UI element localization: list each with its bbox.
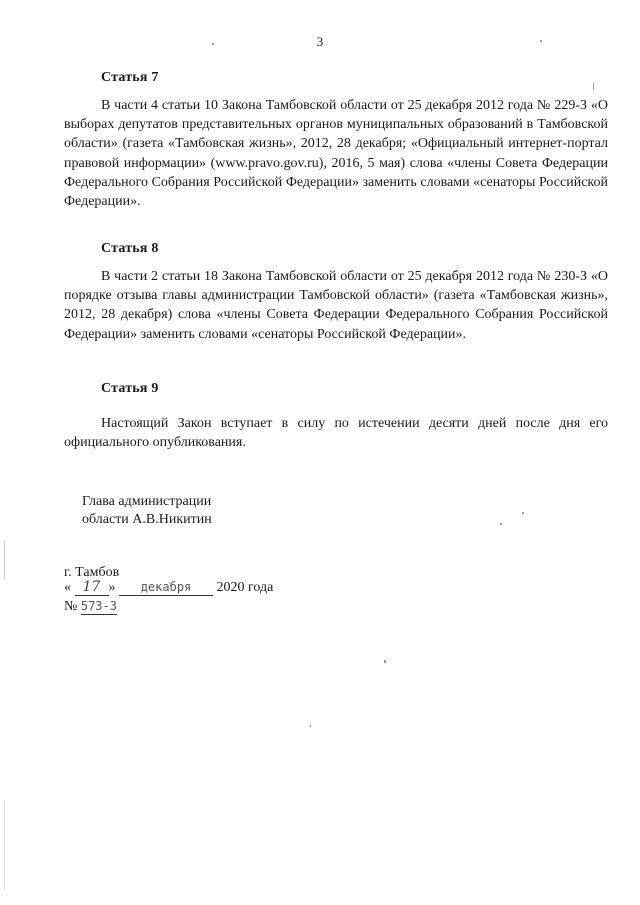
article-9-text: Настоящий Закон вступает в силу по истечении десяти дней после дня его официального опубликования. xyxy=(64,416,608,451)
scan-edge-mark xyxy=(4,540,5,580)
article-7-text: В части 4 статьи 10 Закона Тамбовской области от 25 декабря 2012 года № 229-З «О выборах депутатов представительных органов муниципальных образований в Тамбовской области» (газета «Тамбовская жизнь», 2012, 28 декабря; «Официальный интернет-портал правовой информации» (www.pravo.gov.ru), 2016, 5 мая) слова «члены Совета Федерации Федерального Собрания Российской Федерации» заменить словами «сенаторы Российской Федерации». xyxy=(64,98,608,210)
law-number-field xyxy=(81,599,117,615)
signing-date xyxy=(64,580,273,596)
signature-name: области А.В.Никитин xyxy=(82,512,212,527)
signature-block xyxy=(82,493,212,529)
scan-speck xyxy=(500,523,502,525)
law-number-value: 573-З xyxy=(80,599,117,613)
date-month: декабря xyxy=(140,580,192,594)
law-number xyxy=(64,599,117,615)
article-9-title: Статья 9 xyxy=(101,381,159,396)
date-open-quote: « xyxy=(64,580,71,595)
date-close-quote: » xyxy=(108,580,116,595)
scan-speck xyxy=(540,40,542,42)
scan-speck xyxy=(522,512,524,514)
scan-speck xyxy=(212,43,214,45)
date-month-field xyxy=(119,580,213,596)
page-number: 3 xyxy=(316,34,324,49)
date-year: 2020 года xyxy=(216,580,274,595)
scan-speck xyxy=(310,725,311,727)
scan-speck xyxy=(593,83,594,90)
law-number-prefix: № xyxy=(64,599,78,614)
date-day-field xyxy=(75,580,109,596)
article-7-title: Статья 7 xyxy=(101,70,159,85)
signature-title: Глава администрации xyxy=(82,494,212,509)
place-of-signing: г. Тамбов xyxy=(64,565,120,580)
scan-edge-mark xyxy=(4,800,5,890)
article-8-title: Статья 8 xyxy=(101,241,159,256)
date-day: 17 xyxy=(82,579,101,595)
scan-speck xyxy=(384,660,386,663)
article-8-text: В части 2 статьи 18 Закона Тамбовской области от 25 декабря 2012 года № 230-З «О порядке отзыва главы администрации Тамбовской области» (газета «Тамбовская жизнь», 2012, 28 декабря) слова «члены Совета Федерации Федерального Собрания Российской Федерации» заменить словами «сенаторы Российской Федерации». xyxy=(64,269,608,342)
